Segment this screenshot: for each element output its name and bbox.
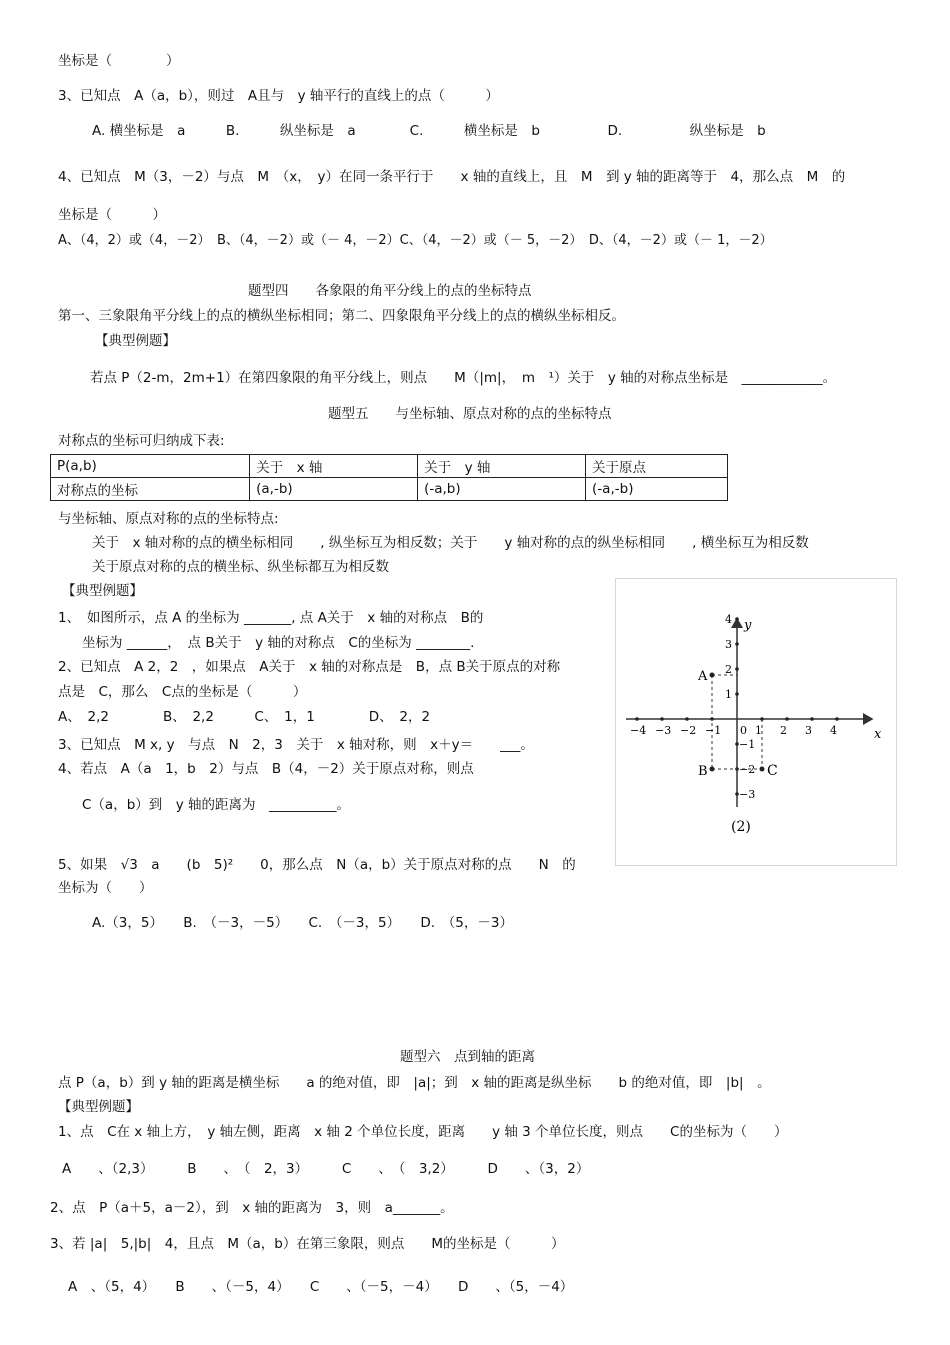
x-tick-mark (785, 717, 789, 721)
table-cell: 对称点的坐标 (51, 478, 250, 501)
section-title-4: 题型四 各象限的角平分线上的点的坐标特点 (248, 283, 532, 299)
y-tick-label: −1 (739, 738, 756, 751)
table-row (51, 478, 728, 501)
section-desc: 第一、三象限角平分线上的点的横纵坐标相同；第二、四象限角平分线上的点的横纵坐标相反。 (58, 308, 625, 324)
x-tick-label: 3 (805, 724, 812, 737)
y-tick-mark (735, 617, 739, 621)
table-row (51, 455, 728, 478)
symmetry-table (50, 454, 728, 501)
x-tick-label: 1 (755, 724, 762, 737)
example-heading: 【典型例题】 (95, 333, 176, 349)
x-tick-mark (835, 717, 839, 721)
text-line: 坐标为（ ） (58, 880, 153, 896)
options-1c: A 、（2,3） B 、 （ 2，3） C 、 （ 3,2） D 、（3，2） (62, 1161, 590, 1177)
options-4: A、（4，2）或（4，－2） B、（4，－2）或（－ 4，－2）C、（4，－2）或（－ 5，－2） D、（4，－2）或（－ 1，－2） (58, 233, 773, 248)
x-tick-mark (635, 717, 639, 721)
question-4: 4、已知点 M（3，－2）与点 M （x， y）在同一条平行于 x 轴的直线上，且 M 到 y 轴的距离等于 4，那么点 M 的 (58, 169, 846, 185)
figure-caption: (2) (731, 819, 751, 835)
x-tick-label: −1 (705, 724, 722, 737)
table-cell: (a,-b) (250, 478, 418, 501)
section-desc: 点 P（a，b）到 y 轴的距离是横坐标 a 的绝对值，即 |a|；到 x 轴的距离是纵坐标 b 的绝对值，即 |b| 。 (58, 1075, 771, 1091)
options-3c: A 、（5，4） B 、（－5，4） C 、（－5，－4） D 、（5，－4） (68, 1279, 574, 1295)
x-tick-label: 4 (830, 724, 837, 737)
x-tick-label: −2 (680, 724, 697, 737)
question-3: 3、已知点 A（a，b），则过 A且与 y 轴平行的直线上的点（ ） (58, 88, 499, 104)
y-axis-label: y (744, 618, 752, 633)
table-cell: 关于原点 (586, 455, 728, 478)
y-tick-mark (735, 692, 739, 696)
y-tick-label: 2 (725, 663, 732, 676)
table-cell: P(a,b) (51, 455, 250, 478)
question-2: 2、已知点 A 2，2 ，如果点 A关于 x 轴的对称点是 B，点 B关于原点的对称 (58, 659, 561, 675)
point-c (760, 767, 765, 772)
text-line: 与坐标轴、原点对称的点的坐标特点: (58, 511, 279, 527)
point-label-a: A (698, 669, 708, 684)
y-tick-label: 4 (725, 613, 732, 626)
example-heading: 【典型例题】 (62, 583, 143, 599)
point-label-c: C (767, 763, 778, 779)
x-tick-mark (685, 717, 689, 721)
question-3b: 3、已知点 M x, y 与点 N 2，3 关于 x 轴对称，则 x＋y＝ ___。 (58, 737, 534, 753)
table-cell: (-a,-b) (586, 478, 728, 501)
text-line: 坐标是（ ） (58, 207, 166, 223)
coordinate-plane (616, 579, 896, 865)
x-tick-label: 2 (780, 724, 787, 737)
text-line: 坐标是（ ） (58, 53, 180, 69)
x-tick-label: −3 (655, 724, 672, 737)
question-1c: 1、点 C在 x 轴上方， y 轴左侧，距离 x 轴 2 个单位长度，距离 y 轴 3 个单位长度，则点 C的坐标为（ ） (58, 1124, 788, 1140)
table-cell: 关于 y 轴 (418, 455, 586, 478)
example-heading: 【典型例题】 (58, 1099, 139, 1115)
y-ticks (725, 613, 755, 801)
x-tick-label: 0 (740, 724, 747, 737)
point-a (710, 673, 715, 678)
point-label-b: B (698, 764, 708, 779)
coordinate-figure (615, 578, 897, 866)
x-axis-label: x (874, 727, 882, 742)
y-tick-label: 3 (725, 638, 732, 651)
y-tick-label: −3 (739, 788, 756, 801)
y-tick-label: 1 (725, 688, 732, 701)
text-line: C（a，b）到 y 轴的距离为 __________。 (82, 797, 351, 813)
table-cell: 关于 x 轴 (250, 455, 418, 478)
question-2c: 2、点 P（a＋5，a－2），到 x 轴的距离为 3，则 a_______。 (50, 1200, 454, 1216)
text-line: 点是 C，那么 C点的坐标是（ ） (58, 684, 307, 700)
table-cell: (-a,b) (418, 478, 586, 501)
text-line: 关于 x 轴对称的点的横坐标相同 , 纵坐标互为相反数；关于 y 轴对称的点的纵坐标相同 , 横坐标互为相反数 (92, 535, 809, 551)
table-caption: 对称点的坐标可归纳成下表: (58, 433, 225, 449)
x-tick-label: −4 (630, 724, 647, 737)
text-line: 关于原点对称的点的横坐标、纵坐标都互为相反数 (92, 559, 389, 575)
section-title-5: 题型五 与坐标轴、原点对称的点的坐标特点 (328, 406, 612, 422)
example-question: 若点 P（2-m，2m+1）在第四象限的角平分线上，则点 M（|m|， m ¹）关于 y 轴的对称点坐标是 ____________。 (90, 370, 837, 386)
options-2: A、 2,2 B、 2,2 C、 1，1 D、 2，2 (58, 709, 431, 725)
question-1: 1、 如图所示，点 A 的坐标为 _______, 点 A关于 x 轴的对称点 B的 (58, 610, 484, 626)
question-3c: 3、若 |a| 5,|b| 4，且点 M（a，b）在第三象限，则点 M的坐标是（ ） (50, 1236, 565, 1252)
section-title-6: 题型六 点到轴的距离 (400, 1049, 535, 1065)
options-5: A.（3，5） B. （－3，－5） C. （－3，5） D. （5，－3） (92, 915, 513, 931)
question-5: 5、如果 √3 a (b 5)² 0，那么点 N（a，b）关于原点对称的点 N 的 (58, 857, 576, 873)
y-tick-mark (735, 642, 739, 646)
text-line: 坐标为 ______， 点 B关于 y 轴的对称点 C的坐标为 ________. (82, 635, 475, 651)
x-tick-mark (660, 717, 664, 721)
y-tick-label: −2 (739, 763, 756, 776)
question-4b: 4、若点 A（a 1，b 2）与点 B（4，－2）关于原点对称，则点 (58, 761, 474, 777)
y-tick-mark (735, 667, 739, 671)
x-tick-mark (810, 717, 814, 721)
options-3: A. 横坐标是 a B. 纵坐标是 a C. 横坐标是 b D. 纵坐标是 b (92, 123, 766, 139)
point-b (710, 767, 715, 772)
x-ticks (630, 717, 839, 737)
